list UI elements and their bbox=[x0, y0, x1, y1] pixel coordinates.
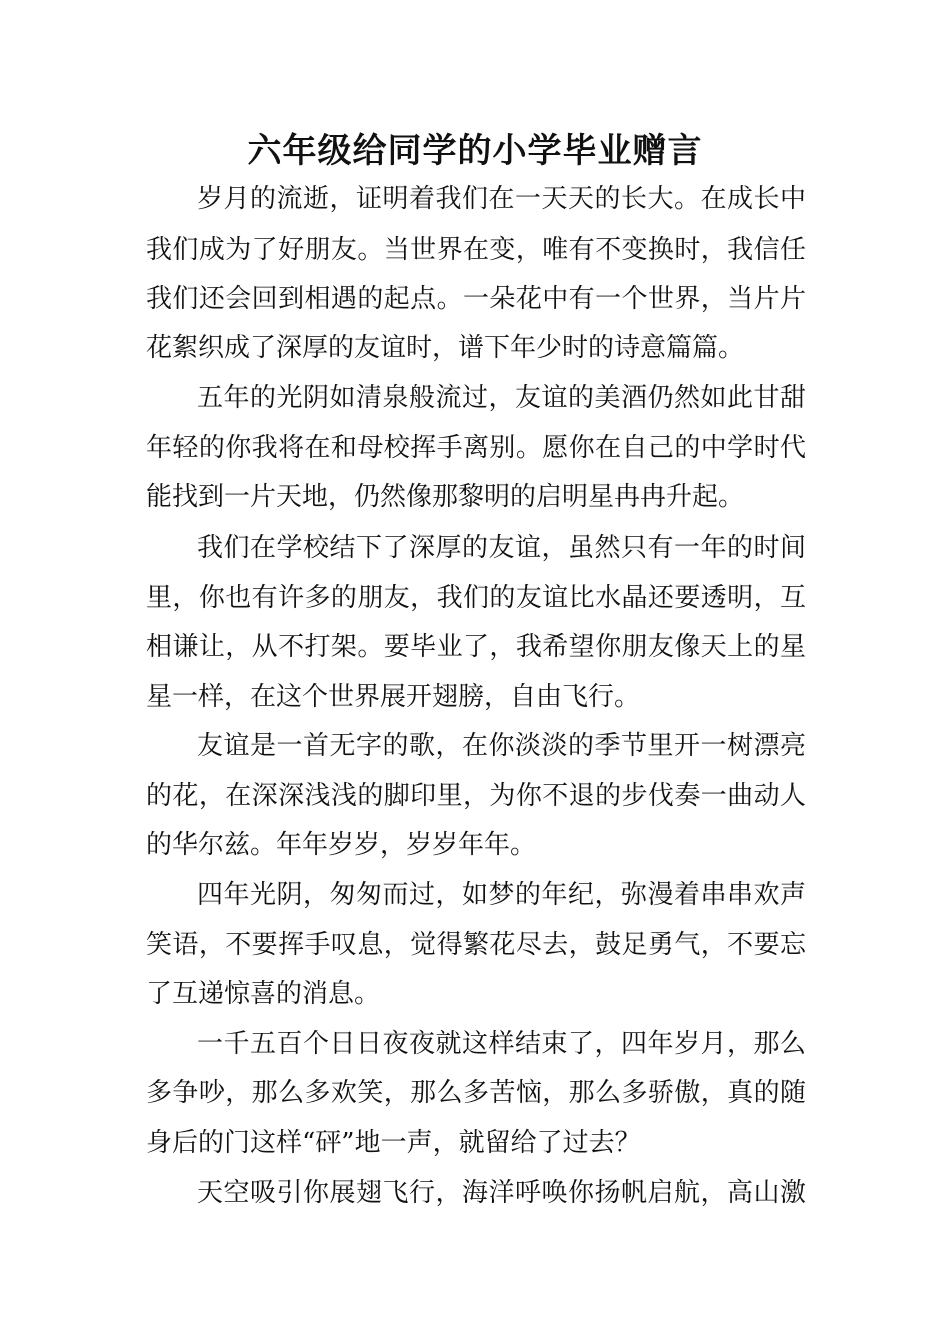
text-line: 的花，在深深浅浅的脚印里，为你不退的步伐奏一曲动人 bbox=[146, 781, 806, 811]
text-line: 一千五百个日日夜夜就这样结束了，四年岁月，那么 bbox=[197, 1029, 806, 1059]
text-line: 花絮织成了深厚的友谊时，谱下年少时的诗意篇篇。 bbox=[146, 333, 745, 363]
text-line: 的华尔兹。年年岁岁，岁岁年年。 bbox=[146, 830, 537, 860]
text-line: 笑语，不要挥手叹息，觉得繁花尽去，鼓足勇气，不要忘 bbox=[146, 930, 806, 960]
text-line: 四年光阴，匆匆而过，如梦的年纪，弥漫着串串欢声 bbox=[197, 880, 806, 910]
text-line: 身后的门这样“砰”地一声，就留给了过去？ bbox=[146, 1128, 641, 1158]
text-line: 能找到一片天地，仍然像那黎明的启明星冉冉升起。 bbox=[146, 482, 745, 512]
document-title: 六年级给同学的小学毕业赠言 bbox=[247, 131, 703, 171]
text-line: 友谊是一首无字的歌，在你淡淡的季节里开一树漂亮 bbox=[197, 731, 806, 761]
text-line: 天空吸引你展翅飞行，海洋呼唤你扬帆启航，高山激 bbox=[197, 1178, 806, 1208]
text-line: 年轻的你我将在和母校挥手离别。愿你在自己的中学时代 bbox=[146, 433, 806, 463]
text-line: 我们成为了好朋友。当世界在变，唯有不变换时，我信任 bbox=[146, 235, 806, 265]
text-line: 岁月的流逝，证明着我们在一天天的长大。在成长中 bbox=[197, 184, 806, 214]
text-line: 我们还会回到相遇的起点。一朵花中有一个世界，当片片 bbox=[146, 284, 806, 314]
text-line: 相谦让，从不打架。要毕业了，我希望你朋友像天上的星 bbox=[146, 632, 806, 662]
text-line: 星一样，在这个世界展开翅膀，自由飞行。 bbox=[146, 682, 641, 712]
text-line: 了互递惊喜的消息。 bbox=[146, 979, 381, 1009]
text-line: 里，你也有许多的朋友，我们的友谊比水晶还要透明，互 bbox=[146, 583, 806, 613]
text-line: 多争吵，那么多欢笑，那么多苦恼，那么多骄傲，真的随 bbox=[146, 1078, 806, 1108]
text-line: 五年的光阴如清泉般流过，友谊的美酒仍然如此甘甜 bbox=[197, 383, 806, 413]
text-line: 我们在学校结下了深厚的友谊，虽然只有一年的时间 bbox=[197, 533, 806, 563]
